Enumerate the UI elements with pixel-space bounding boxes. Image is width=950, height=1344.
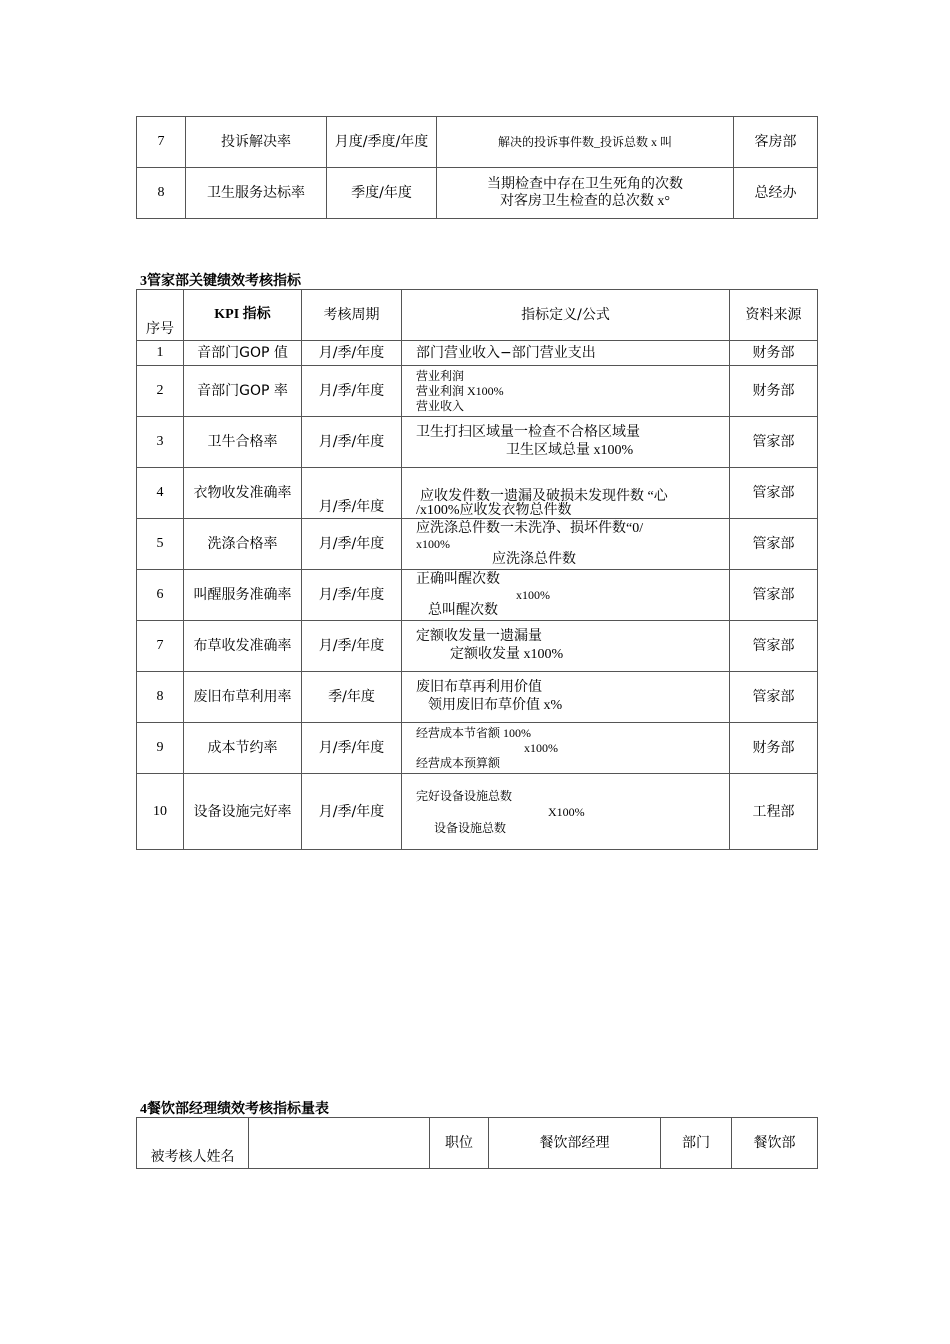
header-source: 资料来源 bbox=[730, 290, 818, 341]
row-no: 6 bbox=[137, 570, 184, 621]
period: 月/季/年度 bbox=[302, 468, 402, 519]
source: 管家部 bbox=[730, 570, 818, 621]
table-row bbox=[137, 774, 818, 850]
position-label: 职位 bbox=[430, 1118, 489, 1169]
header-no: 序号 bbox=[137, 290, 184, 341]
header-kpi: KPI 指标 bbox=[184, 290, 302, 341]
kpi-name: 废旧布草利用率 bbox=[184, 672, 302, 723]
row-no: 10 bbox=[137, 774, 184, 850]
section-4-title: 4餐饮部经理绩效考核指标量表 bbox=[140, 1102, 329, 1117]
table-row bbox=[137, 621, 818, 672]
formula: 定额收发量一遗漏量 定额收发量 x100% bbox=[402, 621, 730, 672]
row-no: 8 bbox=[137, 672, 184, 723]
source: 管家部 bbox=[730, 468, 818, 519]
table-row bbox=[137, 366, 818, 417]
formula-numerator: 当期检查中存在卫生死角的次数 bbox=[487, 177, 683, 192]
kpi-name: 卫生服务达标率 bbox=[186, 168, 327, 219]
row-no: 2 bbox=[137, 366, 184, 417]
name-field[interactable] bbox=[249, 1118, 430, 1169]
kpi-name: 叫醒服务准确率 bbox=[184, 570, 302, 621]
period: 月/季/年度 bbox=[302, 366, 402, 417]
table-row bbox=[137, 1118, 818, 1169]
period: 月/季/年度 bbox=[302, 774, 402, 850]
kpi-name: 音部门GOP 率 bbox=[184, 366, 302, 417]
source: 总经办 bbox=[734, 168, 818, 219]
dept-value: 餐饮部 bbox=[732, 1118, 818, 1169]
source: 管家部 bbox=[730, 519, 818, 570]
source: 客房部 bbox=[734, 117, 818, 168]
kpi-name: 卫牛合格率 bbox=[184, 417, 302, 468]
header-period: 考核周期 bbox=[302, 290, 402, 341]
kpi-name: 衣物收发准确率 bbox=[184, 468, 302, 519]
formula bbox=[437, 168, 734, 219]
kpi-name: 成本节约率 bbox=[184, 723, 302, 774]
source: 管家部 bbox=[730, 621, 818, 672]
evaluation-header-table bbox=[136, 1117, 818, 1169]
row-no: 4 bbox=[137, 468, 184, 519]
header-formula: 指标定义/公式 bbox=[402, 290, 730, 341]
period: 月/季/年度 bbox=[302, 417, 402, 468]
period: 月/季/年度 bbox=[302, 519, 402, 570]
section-3-title: 3管家部关键绩效考核指标 bbox=[140, 274, 301, 289]
row-no: 7 bbox=[137, 621, 184, 672]
header-row bbox=[137, 290, 818, 341]
kpi-name: 投诉解决率 bbox=[186, 117, 327, 168]
row-no: 3 bbox=[137, 417, 184, 468]
table-continuation bbox=[136, 116, 818, 219]
table-row bbox=[137, 117, 818, 168]
formula: 完好设备设施总数 X100% 设备设施总数 bbox=[402, 774, 730, 850]
table-row bbox=[137, 468, 818, 519]
row-no: 8 bbox=[137, 168, 186, 219]
source: 财务部 bbox=[730, 341, 818, 366]
kpi-name: 布草收发准确率 bbox=[184, 621, 302, 672]
table-row bbox=[137, 417, 818, 468]
row-no: 1 bbox=[137, 341, 184, 366]
row-no: 9 bbox=[137, 723, 184, 774]
kpi-table-housekeeping bbox=[136, 289, 818, 850]
table-row bbox=[137, 341, 818, 366]
formula: 卫生打扫区域量一检查不合格区域量 卫生区域总量 x100% bbox=[402, 417, 730, 468]
period: 月度/季度/年度 bbox=[327, 117, 437, 168]
kpi-name: 设备设施完好率 bbox=[184, 774, 302, 850]
formula: 应收发件数一遗漏及破损未发现件数 “心 /x100%应收发衣物总件数 bbox=[402, 468, 730, 519]
row-no: 5 bbox=[137, 519, 184, 570]
source: 管家部 bbox=[730, 417, 818, 468]
source: 工程部 bbox=[730, 774, 818, 850]
table-row bbox=[137, 168, 818, 219]
table-row bbox=[137, 519, 818, 570]
table-row bbox=[137, 570, 818, 621]
formula: 营业利润 营业利润 X100% 营业收入 bbox=[402, 366, 730, 417]
period: 月/季/年度 bbox=[302, 723, 402, 774]
period: 月/季/年度 bbox=[302, 341, 402, 366]
kpi-name: 洗涤合格率 bbox=[184, 519, 302, 570]
formula: 正确叫醒次数 x100% 总叫醒次数 bbox=[402, 570, 730, 621]
formula: 部门营业收入−部门营业支出 bbox=[402, 341, 730, 366]
formula: 解决的投诉事件数_投诉总数 x 叫 bbox=[437, 117, 734, 168]
name-label: 被考核人姓名 bbox=[137, 1118, 249, 1169]
kpi-name: 音部门GOP 值 bbox=[184, 341, 302, 366]
row-no: 7 bbox=[137, 117, 186, 168]
source: 财务部 bbox=[730, 366, 818, 417]
period: 季/年度 bbox=[302, 672, 402, 723]
dept-label: 部门 bbox=[661, 1118, 732, 1169]
source: 管家部 bbox=[730, 672, 818, 723]
table-row bbox=[137, 672, 818, 723]
period: 月/季/年度 bbox=[302, 621, 402, 672]
source: 财务部 bbox=[730, 723, 818, 774]
period: 月/季/年度 bbox=[302, 570, 402, 621]
position-value: 餐饮部经理 bbox=[489, 1118, 661, 1169]
period: 季度/年度 bbox=[327, 168, 437, 219]
table-row bbox=[137, 723, 818, 774]
formula: 应洗涤总件数一未洗净、损坏件数“0/ x100% 应洗涤总件数 bbox=[402, 519, 730, 570]
formula-denominator: 对客房卫生检查的总次数 x° bbox=[499, 194, 671, 209]
formula: 经营成本节省额 100% x100% 经营成本预算额 bbox=[402, 723, 730, 774]
formula: 废旧布草再利用价值 领用废旧布草价值 x% bbox=[402, 672, 730, 723]
